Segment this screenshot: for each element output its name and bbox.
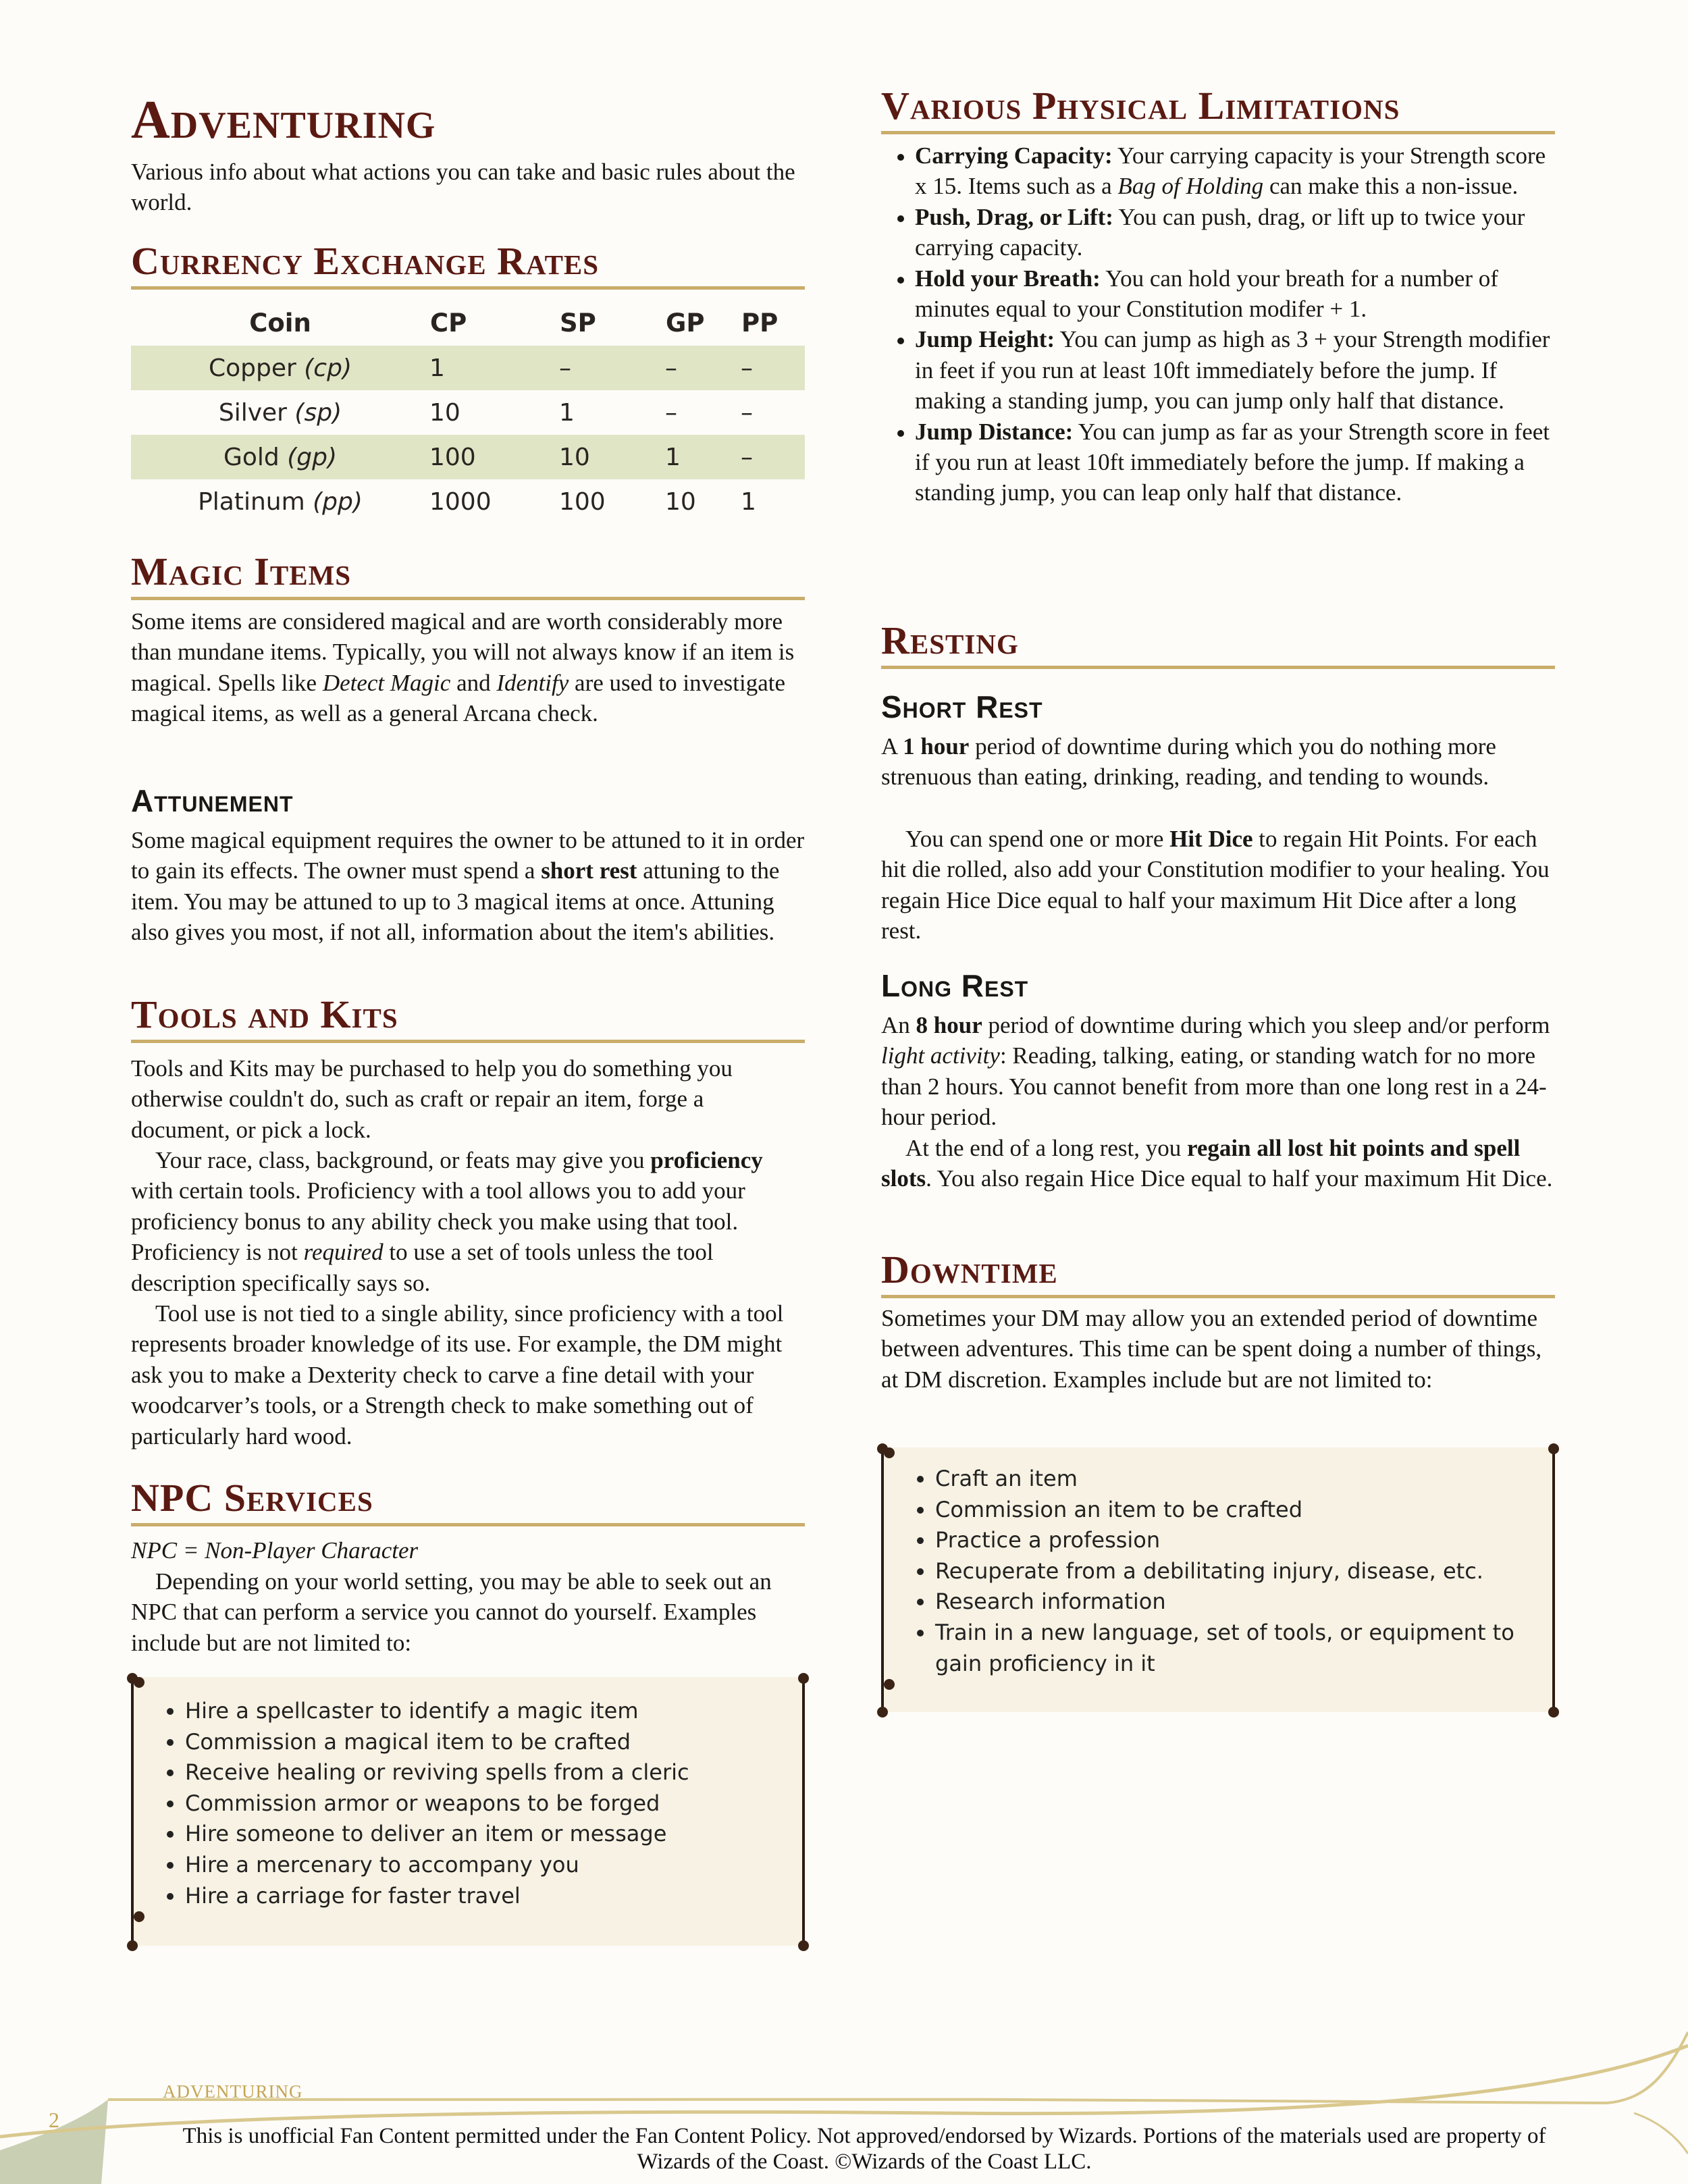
table-row — [131, 390, 805, 435]
downtime-box — [881, 1447, 1555, 1712]
page-title: Adventuring — [131, 90, 436, 150]
list-item: • Receive healing or reviving spells from a cleric — [185, 1757, 802, 1788]
long-rest-paragraph-1: An 8 hour period of downtime during which you sleep and/or perform light activity: Reading, talking, eating, or standing watch for no more than 2 hours. You cannot benefit from more than one long rest in a 24-hour period. — [881, 1012, 1550, 1131]
list-item: • Research information — [935, 1587, 1552, 1618]
limitations-heading: Various Physical Limitations — [881, 86, 1555, 134]
downtime-heading: Downtime — [881, 1250, 1555, 1298]
cell: 1 — [429, 346, 559, 390]
list-item: • Jump Height: You can jump as high as 3 + your Strength modifier in feet if you run at least 10ft immediately before the jump. If making a standing jump, you can jump only half that distance. — [915, 324, 1555, 416]
cell: – — [741, 346, 805, 390]
tools-paragraph-1: Tools and Kits may be purchased to help you do something you otherwise couldn't do, such as craft or repair an item, forge a document, or pick a lock. — [131, 1055, 733, 1143]
col-header: CP — [430, 308, 467, 338]
currency-heading: Currency Exchange Rates — [131, 242, 805, 290]
cell: – — [559, 346, 665, 390]
table-row — [131, 346, 805, 390]
short-rest-paragraph-1: A 1 hour period of downtime during which you do nothing more strenuous than eating, drinking, reading, and tending to wounds. — [881, 733, 1496, 791]
list-item: • Jump Distance: You can jump as far as your Strength score in feet if you run at least 10ft immediately before the jump. If making a standing jump, you can leap only half that distance. — [915, 417, 1555, 508]
limitations-list — [881, 140, 1555, 508]
list-item: • Push, Drag, or Lift: You can push, drag, or lift up to twice your carrying capacity. — [915, 202, 1555, 263]
cell: 1 — [665, 435, 741, 479]
cell: – — [665, 398, 677, 427]
attunement-paragraph: Some magical equipment requires the owner to be attuned to it in order to gain its effects. The owner must spend a short rest attuning to the item. You may be attuned to up to 3 magical items at once. Attuning also gives you most, if not all, information about the item's abilities. — [131, 827, 805, 946]
cell: 10 — [559, 435, 665, 479]
tools-heading: Tools and Kits — [131, 995, 805, 1043]
magic-items-paragraph: Some items are considered magical and are worth considerably more than mundane items. Typically, you will not always know if an item is magical. Spells like Detect Magic and Identify are used to investigate magical items, as well as a general Arcana check. — [131, 608, 795, 727]
short-rest-heading: Short Rest — [881, 689, 1043, 724]
col-header: Coin — [249, 308, 311, 338]
cell: – — [741, 435, 805, 479]
cell: 100 — [559, 487, 606, 516]
downtime-list — [884, 1447, 1552, 1679]
list-item: • Hold your Breath: You can hold your breath for a number of minutes equal to your Constitution modifer + 1. — [915, 263, 1555, 325]
cell: 100 — [429, 435, 559, 479]
cell: 10 — [429, 398, 460, 427]
list-item: • Hire a carriage for faster travel — [185, 1881, 802, 1912]
cell: – — [665, 346, 741, 390]
list-item: • Commission a magical item to be crafted — [185, 1727, 802, 1758]
cell: – — [741, 398, 753, 427]
long-rest-paragraph-2: At the end of a long rest, you regain all lost hit points and spell slots. You also regain Hice Dice equal to half your maximum Hit Dice. — [881, 1135, 1553, 1192]
col-header: GP — [666, 308, 705, 338]
list-item: • Carrying Capacity: Your carrying capacity is your Strength score x 15. Items such as a Bag of Holding can make this a non-issue. — [915, 140, 1555, 202]
short-rest-paragraph-2: You can spend one or more Hit Dice to regain Hit Points. For each hit die rolled, also add your Constitution modifier to your healing. You regain Hice Dice equal to half your maximum Hit Dice after a long rest. — [881, 826, 1550, 944]
col-header: PP — [741, 308, 779, 338]
list-item: • Practice a profession — [935, 1525, 1552, 1556]
downtime-paragraph: Sometimes your DM may allow you an extended period of downtime between adventures. This time can be spent doing a number of things, at DM discretion. Examples include but are not limited to: — [881, 1305, 1542, 1393]
list-item: • Hire a spellcaster to identify a magic item — [185, 1696, 802, 1727]
footer-section-label: ADVENTURING — [163, 2081, 303, 2102]
col-header: SP — [560, 308, 596, 338]
tools-paragraph-3: Tool use is not tied to a single ability, since proficiency with a tool represents broader knowledge of its use. For example, the DM might ask you to make a Dexterity check to carve a fine detail with your woodcarver’s tools, or a Strength check to make something out of particularly hard wood. — [131, 1300, 784, 1449]
npc-services-list — [134, 1677, 802, 1911]
intro-paragraph: Various info about what actions you can take and basic rules about the world. — [131, 159, 795, 216]
resting-heading: Resting — [881, 621, 1555, 669]
coin-name: Gold (gp) — [131, 435, 429, 479]
currency-table — [131, 300, 805, 524]
list-item: • Train in a new language, set of tools, or equipment to gain proficiency in it — [935, 1618, 1552, 1679]
tools-paragraph-2: Your race, class, background, or feats may give you proficiency with certain tools. Proficiency with a tool allows you to add your proficiency bonus to any ability check you make using that tool. Proficiency is not required to use a set of tools unless the tool description specifically says so. — [131, 1147, 763, 1296]
coin-name: Copper (cp) — [131, 346, 429, 390]
footer-legal-text: This is unofficial Fan Content permitted under the Fan Content Policy. Not approved/endorsed by Wizards. Portions of the materials used are property of Wizards of the Coast. ©Wizards of the Coast LLC. — [182, 2124, 1546, 2174]
page-number: 2 — [49, 2108, 59, 2132]
cell: 1 — [741, 487, 756, 516]
cell: 10 — [665, 487, 696, 516]
list-item: • Recuperate from a debilitating injury, disease, etc. — [935, 1556, 1552, 1587]
npc-subtitle: NPC = Non-Player Character — [131, 1537, 419, 1564]
list-item: • Commission an item to be crafted — [935, 1495, 1552, 1526]
table-row — [131, 435, 805, 479]
coin-name: Silver (sp) — [218, 398, 342, 427]
magic-items-heading: Magic Items — [131, 552, 805, 600]
table-row — [131, 479, 805, 524]
list-item: • Hire someone to deliver an item or message — [185, 1819, 802, 1850]
cell: 1 — [559, 398, 575, 427]
coin-name: Platinum (pp) — [198, 487, 363, 516]
npc-paragraph: Depending on your world setting, you may be able to seek out an NPC that can perform a service you cannot do yourself. Examples include but are not limited to: — [131, 1568, 772, 1656]
npc-services-box — [131, 1677, 805, 1946]
list-item: • Commission armor or weapons to be forged — [185, 1788, 802, 1819]
list-item: • Hire a mercenary to accompany you — [185, 1850, 802, 1881]
currency-header-row — [131, 300, 805, 346]
long-rest-heading: Long Rest — [881, 968, 1029, 1003]
attunement-heading: Attunement — [131, 783, 294, 818]
cell: 1000 — [429, 487, 492, 516]
list-item: • Craft an item — [935, 1464, 1552, 1495]
npc-heading: NPC Services — [131, 1479, 805, 1526]
